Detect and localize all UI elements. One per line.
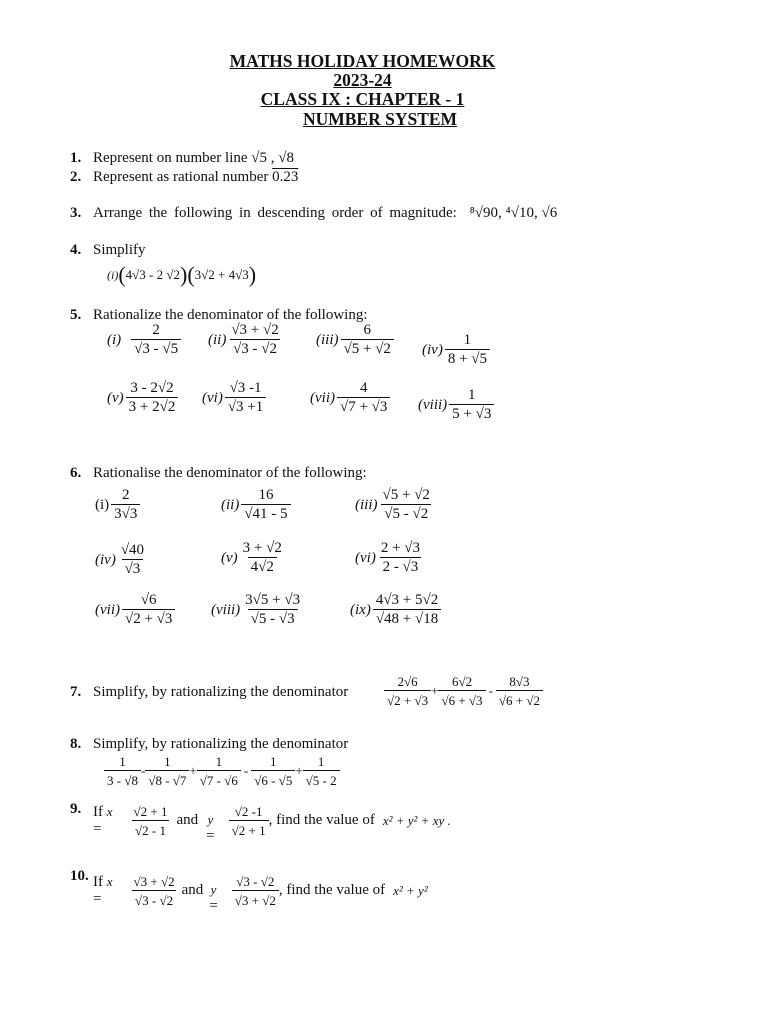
numerator: √40 [120, 542, 145, 558]
denominator: √8 - √7 [145, 770, 189, 789]
numerator: √3 -1 [229, 380, 262, 396]
paren-close: ) [248, 262, 257, 287]
numerator: 1 [215, 754, 223, 769]
denominator: 3√3 [111, 504, 140, 523]
y-block [206, 812, 214, 845]
fraction [118, 542, 147, 578]
denominator: √3 - √5 [131, 339, 181, 358]
numerator: √6 [140, 592, 157, 608]
part-label: (iii) [316, 331, 339, 348]
part-label: (ii) [221, 496, 240, 513]
numerator: 1 [317, 754, 325, 769]
denominator: √5 - 2 [303, 770, 340, 789]
part-label: (v) [107, 389, 124, 406]
if-text: If [93, 873, 103, 890]
fraction [380, 487, 433, 523]
fraction [111, 487, 140, 523]
question-number: 4. [70, 242, 82, 258]
question-10 [93, 866, 428, 915]
numerator: √3 + √2 [133, 873, 175, 889]
fraction [104, 753, 141, 789]
title-line-4: NUMBER SYSTEM [302, 109, 458, 129]
q5-item [310, 380, 390, 416]
q5-item [202, 380, 266, 416]
part-label: (i) [107, 331, 122, 348]
fraction [449, 387, 494, 423]
numerator: 1 [468, 387, 476, 403]
title-line-1: MATHS HOLIDAY HOMEWORK [229, 51, 496, 71]
fraction [197, 753, 241, 789]
part-label: (v) [221, 549, 238, 566]
fraction [131, 803, 171, 839]
question-9 [93, 796, 451, 845]
equals: = [93, 820, 102, 837]
question-1 [93, 150, 294, 167]
part-label: (ix) [350, 601, 371, 618]
variable-x: x [106, 873, 113, 889]
numerator: 4 [359, 380, 368, 396]
numerator: 6 [363, 322, 371, 338]
numerator: 4√3 + 5√2 [375, 592, 439, 608]
q5-item [107, 322, 181, 358]
denominator: 5 + √3 [449, 404, 494, 423]
q5-item [418, 387, 494, 423]
fraction [241, 487, 290, 523]
denominator: √3 - √2 [132, 890, 176, 909]
paren-close: )( [180, 262, 195, 287]
operator: + [295, 763, 303, 778]
question-text: Rationalise the denominator of the following: [93, 465, 367, 481]
denominator: √2 - 1 [132, 820, 169, 839]
and-text: and [176, 812, 199, 828]
fraction [384, 673, 431, 709]
denominator: √7 - √6 [197, 770, 241, 789]
question-text: , find the value of [278, 882, 386, 898]
denominator: √48 + √18 [373, 609, 441, 628]
part-label: (vi) [202, 389, 223, 406]
operator: - [488, 683, 493, 698]
numerator: 8√3 [509, 674, 530, 689]
fraction [229, 803, 269, 839]
equals: = [206, 828, 215, 844]
q5-item [208, 322, 282, 358]
denominator: √3 +1 [225, 397, 266, 416]
fraction [145, 753, 189, 789]
fraction [496, 673, 543, 709]
question-number: 9. [70, 801, 82, 817]
numerator: 3 + √2 [242, 540, 282, 556]
fraction [228, 322, 281, 358]
math-expression: x² + y² + xy . [382, 812, 451, 828]
q7-expression [384, 673, 543, 709]
part-label: (vii) [95, 601, 120, 618]
q6-item [355, 487, 433, 523]
denominator: √41 - 5 [241, 504, 290, 523]
fraction [122, 592, 175, 628]
question-number: 1. [70, 150, 82, 166]
numerator: 1 [164, 754, 171, 769]
part-label: (iv) [95, 551, 116, 568]
numerator: √5 + √2 [382, 487, 430, 503]
question-3 [93, 205, 557, 222]
fraction [303, 753, 340, 789]
q6-item [95, 487, 140, 523]
repeating-decimal: 0.23 [272, 169, 299, 185]
fraction [438, 673, 485, 709]
denominator: 3 + 2√2 [126, 397, 179, 416]
part-label: (viii) [211, 601, 241, 618]
math-expression: ⁸√90, ⁴√10, √6 [469, 205, 558, 221]
numerator: √2 + 1 [133, 803, 168, 819]
denominator: √7 + √3 [337, 397, 390, 416]
fraction [232, 873, 279, 909]
fraction [242, 592, 303, 628]
fraction [445, 332, 490, 368]
part-label: (i) [95, 496, 110, 513]
question-number: 3. [70, 205, 82, 221]
question-number: 8. [70, 736, 82, 752]
question-number: 6. [70, 465, 82, 481]
title-line-3: CLASS IX : CHAPTER - 1 [260, 89, 465, 109]
numerator: 2 [152, 322, 160, 338]
variable-y: y [207, 812, 214, 827]
denominator: √2 + √3 [384, 690, 431, 709]
variable-x: x [106, 803, 113, 819]
math-expression: √5 , √8 [251, 150, 295, 166]
q6-item [221, 540, 285, 576]
fraction [126, 380, 179, 416]
numerator: √3 + √2 [231, 322, 279, 338]
numerator: √3 - √2 [236, 873, 275, 889]
denominator: √5 + √2 [341, 339, 394, 358]
if-x-row [93, 804, 113, 821]
equals: = [93, 890, 102, 907]
and-text: and [181, 882, 204, 898]
part-label: (vi) [355, 549, 376, 566]
fraction [378, 540, 423, 576]
denominator: 3 - √8 [104, 770, 141, 789]
question-number: 7. [70, 684, 82, 700]
numerator: 6√2 [451, 674, 473, 689]
question-text: Simplify, by rationalizing the denominator [93, 736, 349, 752]
denominator: 2 - √3 [380, 557, 422, 576]
denominator: √2 + 1 [229, 820, 269, 839]
question-text: Represent as rational number [93, 169, 269, 185]
denominator: 4√2 [248, 557, 277, 576]
numerator: 2√6 [397, 674, 418, 689]
fraction [240, 540, 285, 576]
question-text: Simplify, by rationalizing the denominator [93, 684, 349, 700]
fraction [251, 753, 295, 789]
part-label: (i) [107, 267, 119, 282]
part-label: (ii) [208, 331, 227, 348]
denominator: √5 - √2 [381, 504, 431, 523]
q6-item [355, 540, 423, 576]
fraction [337, 380, 390, 416]
question-text: , find the value of [268, 812, 375, 828]
question-text: Represent on number line [93, 150, 248, 166]
denominator: √3 [122, 559, 144, 578]
y-block [209, 882, 217, 915]
part-label: (vii) [310, 389, 335, 406]
numerator: √2 -1 [234, 803, 263, 819]
question-2 [93, 169, 298, 186]
numerator: 16 [258, 487, 274, 503]
fraction [373, 592, 441, 628]
title-line-2: 2023-24 [333, 70, 392, 90]
operator: - [140, 763, 146, 778]
fraction [131, 322, 181, 358]
variable-y: y [210, 882, 217, 897]
denominator: √6 + √2 [496, 690, 543, 709]
q6-item [211, 592, 303, 628]
question-number: 10. [70, 868, 89, 884]
q8-expression [104, 753, 340, 789]
denominator: 8 + √5 [445, 349, 490, 368]
q5-item [316, 322, 394, 358]
fraction [131, 873, 178, 909]
denominator: √2 + √3 [122, 609, 175, 628]
numerator: 1 [270, 754, 277, 769]
fraction [341, 322, 394, 358]
numerator: 1 [119, 754, 126, 769]
math-expression: 4√3 - 2 √2 [125, 267, 181, 282]
numerator: 2 [122, 487, 130, 503]
question-text: Rationalize the denominator of the following: [93, 307, 368, 323]
operator: - [243, 763, 249, 778]
denominator: √3 + √2 [232, 890, 279, 909]
q6-item [95, 592, 175, 628]
question-text: Arrange the following in descending order of magnitude: [93, 205, 457, 221]
question-number: 2. [70, 169, 82, 185]
q6-item [221, 487, 291, 523]
operator: + [189, 763, 197, 778]
if-x-block [93, 874, 113, 908]
q6-item [95, 542, 147, 578]
q6-item [350, 592, 441, 628]
operator: + [431, 683, 439, 698]
if-x-block [93, 804, 113, 838]
part-label: (iii) [355, 496, 378, 513]
numerator: 3√5 + √3 [245, 592, 301, 608]
if-x-row [93, 874, 113, 891]
denominator: √6 - √5 [251, 770, 295, 789]
if-text: If [93, 803, 103, 820]
q5-item [107, 380, 178, 416]
denominator: √3 - √2 [230, 339, 280, 358]
part-label: (iv) [422, 341, 443, 358]
denominator: √5 - √3 [248, 609, 298, 628]
question-text: Simplify [93, 242, 146, 258]
equals: = [209, 898, 218, 914]
paren-open: ( [118, 262, 126, 287]
numerator: 3 - 2√2 [130, 380, 174, 396]
math-expression: 3√2 + 4√3 [194, 267, 249, 282]
q5-item [422, 332, 490, 368]
numerator: 2 + √3 [380, 540, 421, 556]
question-4-part-i [107, 262, 256, 288]
question-number: 5. [70, 307, 82, 323]
denominator: √6 + √3 [438, 690, 485, 709]
math-expression: x² + y² [393, 882, 428, 898]
numerator: 1 [463, 332, 472, 348]
fraction [225, 380, 266, 416]
part-label: (viii) [418, 396, 448, 413]
